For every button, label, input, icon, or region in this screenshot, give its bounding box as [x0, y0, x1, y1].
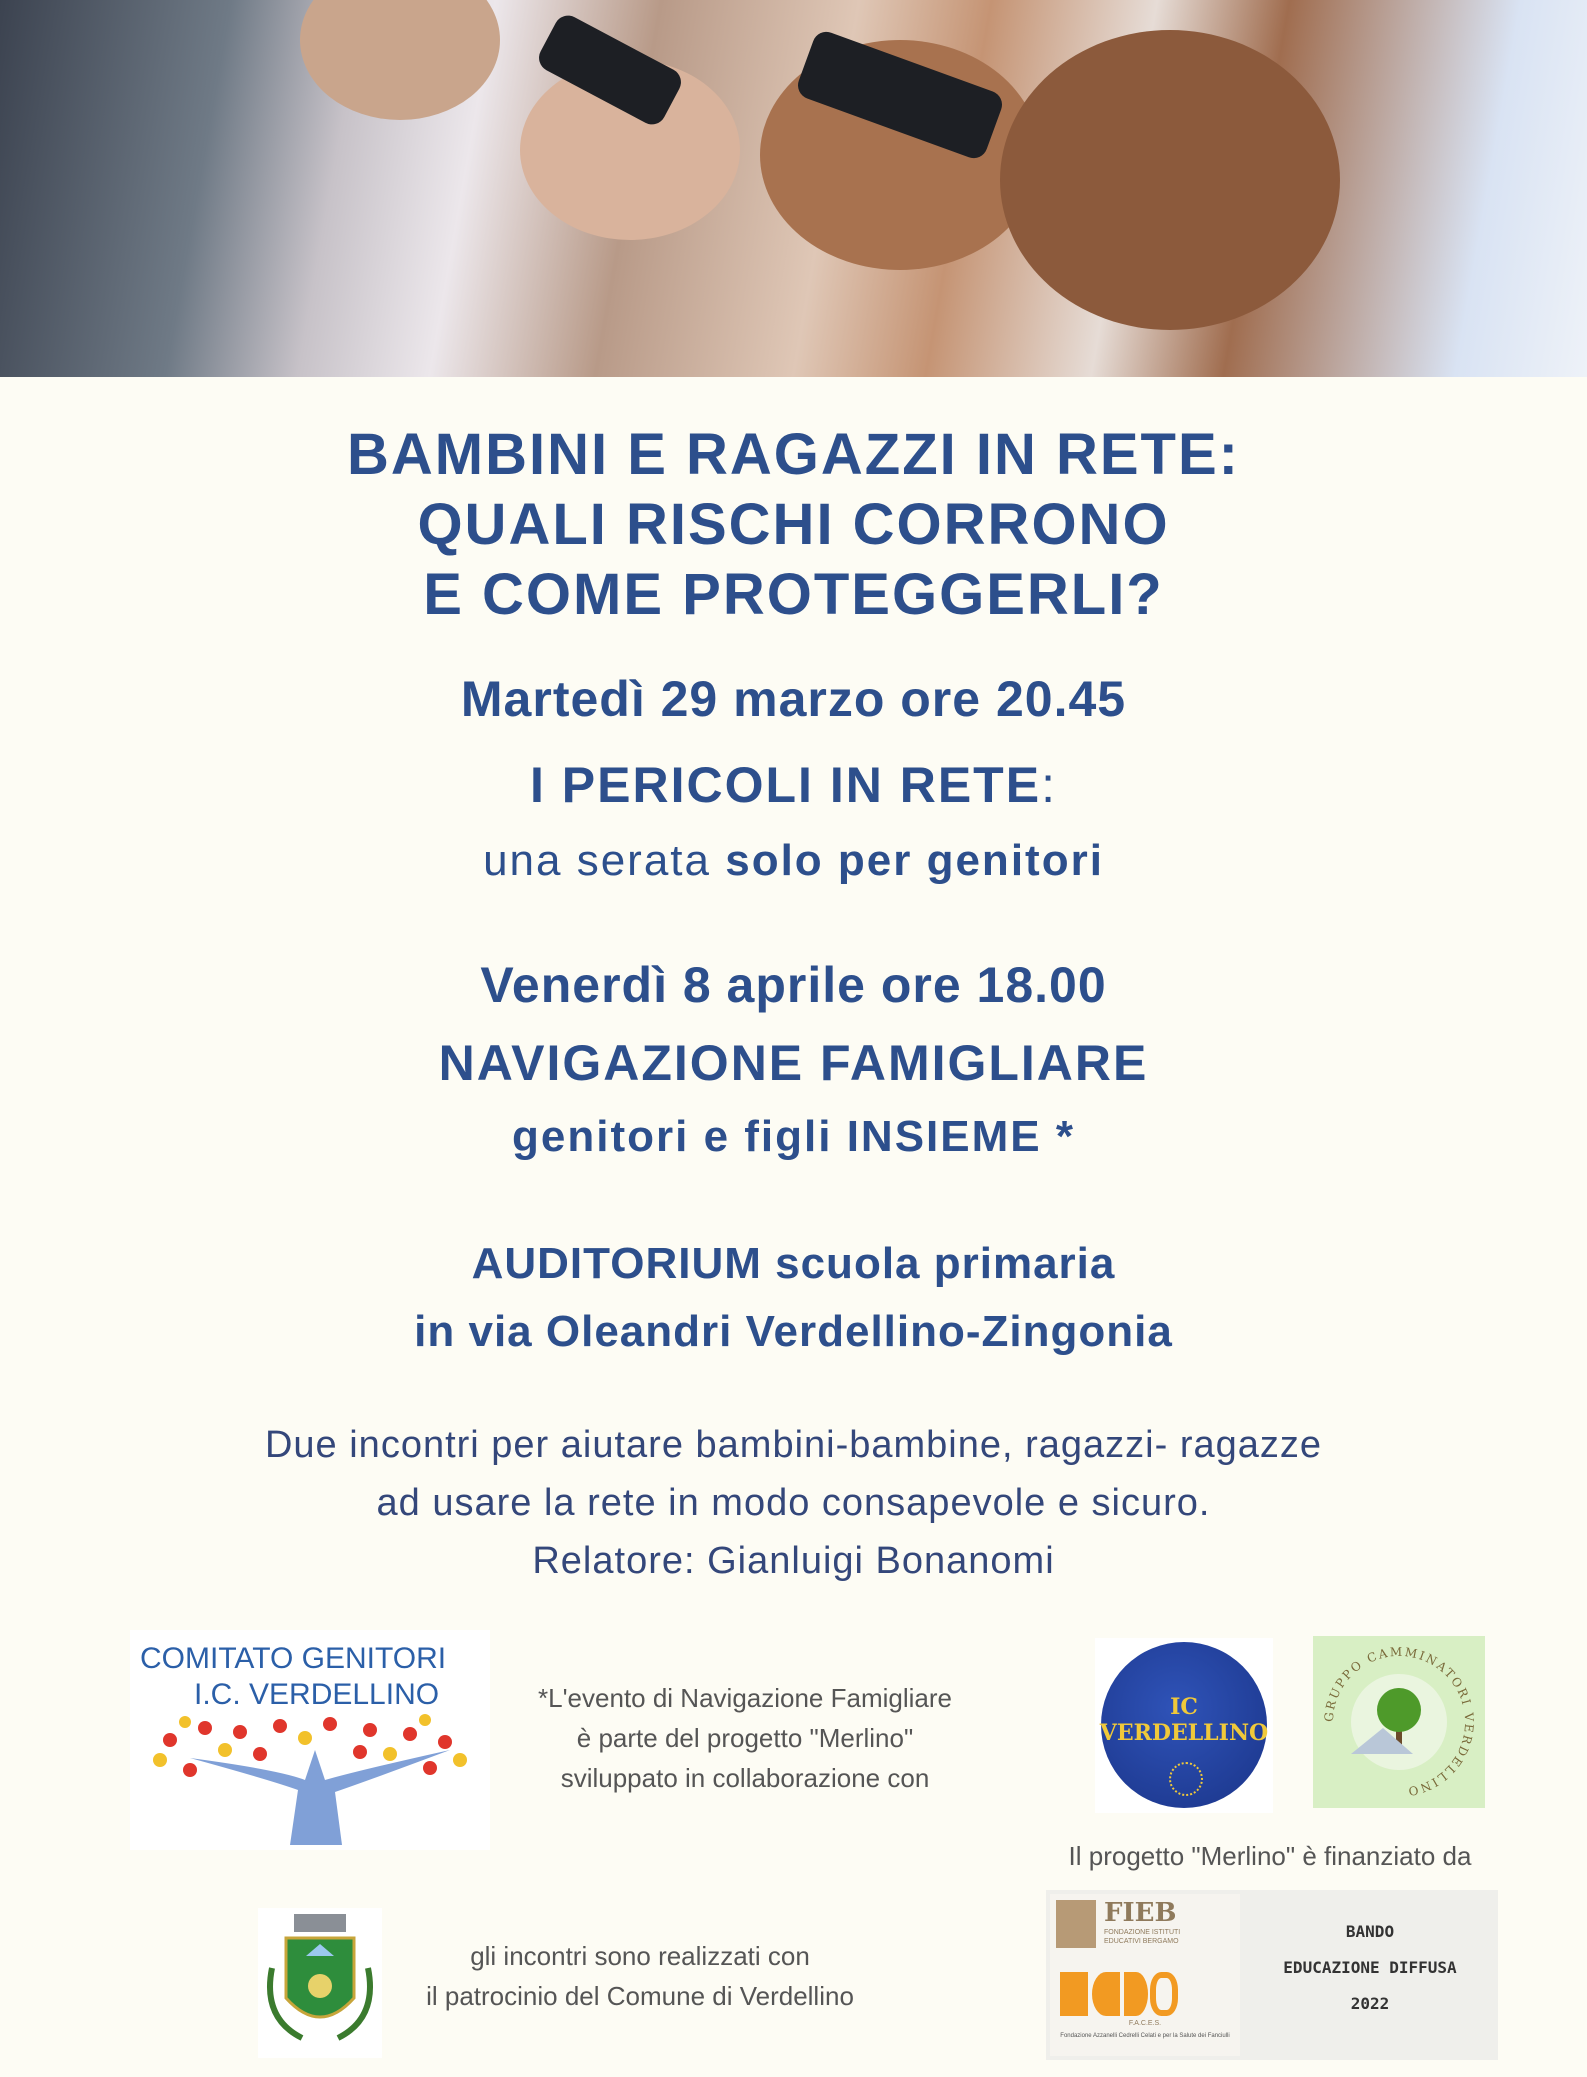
title-line-1: BAMBINI E RAGAZZI IN RETE: — [347, 422, 1240, 487]
ic-verdellino-logo — [1095, 1638, 1273, 1813]
event1-subtitle — [0, 836, 1587, 886]
venue-line-2: in via Oleandri Verdellino-Zingonia — [414, 1307, 1173, 1356]
patrocinio-note — [380, 1936, 900, 2016]
merlino-note-line-3: sviluppato in collaborazione con — [560, 1763, 930, 1793]
bando-line-3: 2022 — [1350, 1994, 1390, 2013]
venue-line-1: AUDITORIUM scuola primaria — [471, 1239, 1116, 1288]
camminatori-emblem-icon — [1313, 1636, 1485, 1808]
fieb-faces-panel — [1050, 1894, 1240, 2056]
patrocinio-line-1: gli incontri sono realizzati con — [470, 1941, 810, 1971]
event2-date: Venerdì 8 aprile ore 18.00 — [480, 957, 1107, 1013]
fieb-sub: FONDAZIONE ISTITUTI EDUCATIVI BERGAMO — [1104, 1929, 1181, 1945]
venue — [0, 1230, 1587, 1366]
camminatori-ring-text: GRUPPO CAMMINATORI VERDELLINO — [1321, 1644, 1477, 1799]
bando-line-2: EDUCAZIONE DIFFUSA — [1283, 1958, 1457, 1977]
description-line-2: ad usare la rete in modo consapevole e sicuro. — [376, 1482, 1211, 1524]
tree-of-hands-icon — [130, 1630, 490, 1850]
faces-logo-icon — [1060, 1972, 1178, 2016]
event-title — [0, 420, 1587, 630]
coat-of-arms-icon — [258, 1908, 382, 2058]
header-photo — [0, 0, 1587, 377]
hand-shape — [1000, 30, 1340, 330]
bando-line-1: BANDO — [1345, 1922, 1395, 1941]
ic-logo-text — [1095, 1694, 1273, 1746]
bando-text — [1242, 1890, 1498, 2060]
fieb-emblem-icon — [1056, 1900, 1096, 1948]
event2-subtitle: genitori e figli INSIEME * — [512, 1112, 1075, 1161]
patrocinio-line-2: il patrocinio del Comune di Verdellino — [426, 1981, 854, 2011]
eu-stars-icon — [1169, 1762, 1203, 1796]
event1-topic — [0, 756, 1587, 814]
merlino-note-line-1: *L'evento di Navigazione Famigliare — [538, 1683, 952, 1713]
event1-topic-text: I PERICOLI IN RETE — [530, 757, 1042, 813]
description — [0, 1416, 1587, 1590]
comitato-logo-line-2: I.C. VERDELLINO — [194, 1678, 440, 1711]
faces-sub: Fondazione Azzanelli Cedrelli Celati e per la Salute dei Fanciulli — [1060, 2033, 1230, 2039]
event1-topic-colon: : — [1041, 757, 1057, 813]
event1-sub-bold: solo per genitori — [725, 836, 1104, 885]
comune-coat-of-arms — [258, 1908, 382, 2058]
funding-note: Il progetto "Merlino" è finanziato da — [1068, 1841, 1472, 1871]
merlino-note-line-2: è parte del progetto "Merlino" — [576, 1723, 914, 1753]
title-line-2: QUALI RISCHI CORRONO — [417, 492, 1170, 557]
event1-date: Martedì 29 marzo ore 20.45 — [460, 671, 1127, 727]
comitato-logo-line-1: COMITATO GENITORI — [140, 1642, 447, 1675]
ic-logo-line-2: VERDELLINO — [1099, 1720, 1269, 1746]
faces-label: F.A.C.E.S. — [1128, 2020, 1162, 2027]
ic-logo-line-1: IC — [1170, 1694, 1198, 1720]
bando-educazione-diffusa-logo — [1046, 1890, 1498, 2060]
description-line-3: Relatore: Gianluigi Bonanomi — [532, 1540, 1055, 1582]
merlino-note — [520, 1678, 970, 1798]
fieb-label: FIEB — [1104, 1898, 1177, 1928]
description-line-1: Due incontri per aiutare bambini-bambine, ragazzi- ragazze — [264, 1424, 1323, 1466]
event2-topic: NAVIGAZIONE FAMIGLIARE — [438, 1035, 1149, 1091]
comitato-genitori-logo — [130, 1630, 490, 1850]
title-line-3: E COME PROTEGGERLI? — [423, 562, 1164, 627]
camminatori-logo — [1313, 1636, 1485, 1808]
event1-sub-prefix: una serata — [483, 836, 726, 885]
hand-shape — [300, 0, 500, 120]
